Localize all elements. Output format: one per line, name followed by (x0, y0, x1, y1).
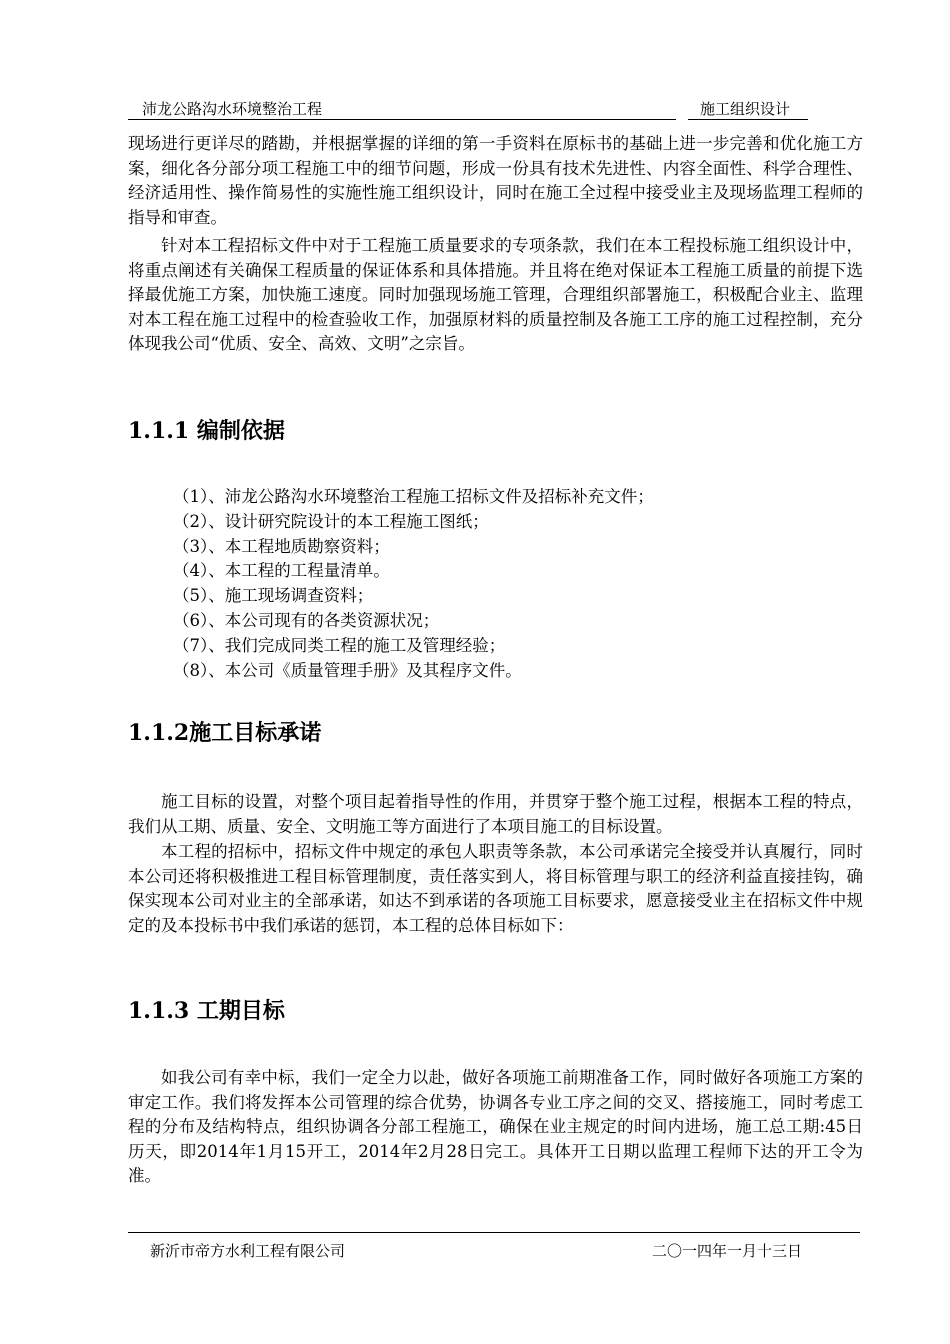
page-header (128, 96, 858, 120)
header-project-title: 沛龙公路沟水环境整治工程 (142, 100, 323, 118)
footer-rule (128, 1232, 860, 1233)
commitment-paragraph-1: 施工目标的设置，对整个项目起着指导性的作用，并贯穿于整个施工过程，根据本工程的特点，我们从工期、质量、安全、文明施工等方面进行了本项目施工的目标设置。 (128, 792, 863, 836)
list-item: （3）、本工程地质勘察资料； (173, 536, 390, 556)
header-rule-left (128, 119, 676, 120)
list-item: （4）、本工程的工程量清单。 (173, 561, 390, 581)
basis-list (173, 485, 654, 683)
intro-paragraph-1: 现场进行更详尽的踏勘，并根据掌握的详细的第一手资料在原标书的基础上进一步完善和优化施工方案，细化各分部分项工程施工中的细节问题，形成一份具有技术先进性、内容全面性、科学合理性、经济适用性、操作简易性的实施性施工组织设计，同时在施工全过程中接受业主及现场监理工程师的指导和审查。 (128, 134, 863, 227)
header-rule-right (688, 119, 808, 120)
section-heading-basis: 1.1.1 编制依据 (128, 418, 285, 444)
schedule-paragraph: 如我公司有幸中标，我们一定全力以赴，做好各项施工前期准备工作，同时做好各项施工方案的审定工作。我们将发挥本公司管理的综合优势，协调各专业工序之间的交叉、搭接施工，同时考虑工程的分布及结构特点，组织协调各分部工程施工，确保在业主规定的时间内进场，施工总工期:45日历天，即2014年1月15开工，2014年2月28日完工。具体开工日期以监理工程师下达的开工令为准。 (128, 1068, 863, 1186)
commitment-paragraph-2: 本工程的招标中，招标文件中规定的承包人职责等条款，本公司承诺完全接受并认真履行，同时本公司还将积极推进工程目标管理制度，责任落实到人，将目标管理与职工的经济利益直接挂钩，确保实现本公司对业主的全部承诺，如达不到承诺的各项施工目标要求，愿意接受业主在招标文件中规定的及本投标书中我们承诺的惩罚，本工程的总体目标如下： (128, 842, 863, 935)
list-item: （7）、我们完成同类工程的施工及管理经验； (173, 635, 506, 655)
list-item: （5）、施工现场调查资料； (173, 586, 374, 606)
header-doc-type: 施工组织设计 (700, 100, 791, 118)
intro-paragraph-2: 针对本工程招标文件中对于工程施工质量要求的专项条款，我们在本工程投标施工组织设计中，将重点阐述有关确保工程质量的保证体系和具体措施。并且将在绝对保证本工程施工质量的前提下选择最优施工方案，加快施工速度。同时加强现场施工管理，合理组织部署施工，积极配合业主、监理对本工程在施工过程中的检查验收工作，加强原材料的质量控制及各施工工序的施工过程控制，充分体现我公司“优质、安全、高效、文明”之宗旨。 (128, 236, 863, 354)
section-heading-schedule: 1.1.3 工期目标 (128, 998, 285, 1024)
list-item: （8）、本公司《质量管理手册》及其程序文件。 (173, 660, 522, 680)
footer-company: 新沂市帝方水利工程有限公司 (150, 1242, 346, 1260)
section-heading-commitment: 1.1.2施工目标承诺 (128, 720, 322, 746)
list-item: （1）、沛龙公路沟水环境整治工程施工招标文件及招标补充文件； (173, 487, 654, 506)
list-item: （2）、设计研究院设计的本工程施工图纸； (173, 511, 489, 531)
list-item: （6）、本公司现有的各类资源状况； (173, 610, 440, 630)
footer-date: 二〇一四年一月十三日 (652, 1242, 803, 1260)
